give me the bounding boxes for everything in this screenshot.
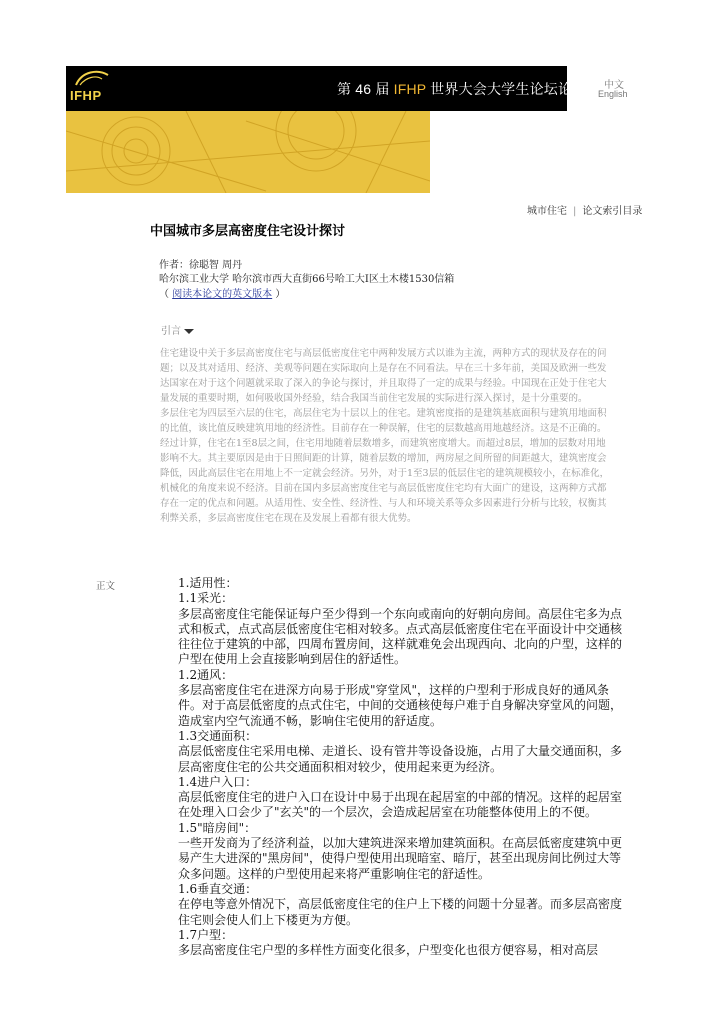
abstract bbox=[160, 346, 615, 526]
authors: 作者：徐聪智 周丹 bbox=[159, 260, 243, 271]
body-subheading: 1.4进户入口： bbox=[178, 774, 258, 789]
logo-swirl-icon bbox=[72, 69, 112, 87]
nav-separator: | bbox=[573, 206, 577, 217]
body-subheading: 1.1采光： bbox=[178, 591, 234, 606]
body-subheading: 1.6垂直交通： bbox=[178, 881, 258, 896]
body-paragraph: 多层高密度住宅户型的多样性方面变化很多，户型变化也很方便容易，相对高层 bbox=[178, 943, 599, 958]
body-paragraph: 多层高密度住宅能保证每户至少得到一个东向或南向的好朝向房间。高层住宅多为点式和板式，点式高层低密度住宅相对较多。点式高层低密度住宅在平面设计中交通核往往位于建筑的中部，四周布置房间，这样就难免会出现西向、北向的户型，这样的户型在使用上会直接影响到居住的舒适性。 bbox=[178, 606, 623, 667]
page-title: 中国城市多层高密度住宅设计探讨 bbox=[150, 224, 346, 239]
banner-suffix: 世界大会大学生论坛论文集 bbox=[426, 81, 601, 97]
link-close-paren: ） bbox=[272, 289, 286, 300]
english-version-link[interactable]: 阅读本论文的英文版本 bbox=[172, 289, 273, 300]
intro-label: 引言 bbox=[161, 326, 181, 337]
body-paragraph: 高层低密度住宅采用电梯、走道长、设有管井等设备设施，占用了大量交通面积，多层高密度住宅的公共交通面积相对较少，使用起来更为经济。 bbox=[178, 744, 623, 774]
banner-ifhp: IFHP bbox=[393, 81, 427, 97]
body-paragraph: 一些开发商为了经济利益，以加大建筑进深来增加建筑面积。在高层低密度建筑中更易产生大进深的"黑房间"，使得户型使用出现暗室、暗厅，甚至出现房间比例过大等众多问题。这样的户型使用起来将严重影响住宅的舒适性。 bbox=[178, 836, 623, 881]
ifhp-logo bbox=[66, 66, 117, 111]
body-subheading: 1.3交通面积： bbox=[178, 728, 258, 743]
abstract-paragraph: 多层住宅为四层至六层的住宅，高层住宅为十层以上的住宅。建筑密度指的是建筑基底面积与建筑用地面积的比值，该比值反映建筑用地的经济性。目前存在一种误解，住宅的层数越高用地越经济。这是不正确的。经过计算，住宅在1至8层之间，住宅用地随着层数增多，而建筑密度增大。而超过8层，增加的层数对用地影响不大。其主要原因是由于日照间距的计算，随着层数的增加，两房屋之间所留的间距越大，建筑密度会降低，因此高层住宅在用地上不一定就会经济。另外，对于1至3层的低层住宅的建筑规模较小，在标准化，机械化的角度来说不经济。目前在国内多层高密度住宅与高层低密度住宅均有大面广的建设，这两种方式都存在一定的优点和问题。从适用性、安全性、经济性、与人和环境关系等众多因素进行分析与比较，权衡其利弊关系，多层高密度住宅在现在及发展上看都有很大优势。 bbox=[160, 408, 610, 524]
affiliation: 哈尔滨工业大学 哈尔滨市西大直街66号哈工大Ⅰ区土木楼1530信箱 bbox=[159, 274, 455, 285]
caret-down-icon bbox=[184, 329, 194, 334]
lang-english-link[interactable]: English bbox=[598, 89, 628, 99]
body-subheading: 1.7户型： bbox=[178, 927, 234, 942]
banner-prefix: 第 46 届 bbox=[337, 81, 394, 97]
body-paragraph: 在停电等意外情况下，高层低密度住宅的住户上下楼的问题十分显著。而多层高密度住宅则会使人们上下楼更为方便。 bbox=[178, 897, 623, 927]
body-side-label: 正文 bbox=[96, 581, 116, 592]
abstract-paragraph: 住宅建设中关于多层高密度住宅与高层低密度住宅中两种发展方式以谁为主流，两种方式的现状及存在的问题；以及其对适用、经济、美观等问题在实际取向上是存在不同看法。早在三十多年前，美国及欧洲一些发达国家在对于这个问题就采取了深入的争论与探讨，并且取得了一定的成果与经验。中国现在正处于住宅大量发展的重要时期，如何吸收国外经验，结合我国当前住宅发展的实际进行深入探讨，是十分重要的。 bbox=[160, 348, 607, 404]
body-paragraph: 高层低密度住宅的进户入口在设计中易于出现在起居室的中部的情况。这样的起居室在处理入口会少了"玄关"的一个层次，会造成起居室在功能整体使用上的不便。 bbox=[178, 790, 623, 820]
link-open-paren: （ bbox=[159, 289, 173, 300]
intro-toggle[interactable] bbox=[161, 322, 194, 337]
body-heading: 1.适用性： bbox=[178, 576, 238, 590]
lang-chinese-link[interactable]: 中文 bbox=[604, 80, 624, 91]
header-gold-pattern bbox=[66, 111, 430, 193]
map-pattern-icon bbox=[66, 111, 430, 193]
nav-urban-housing-link[interactable]: 城市住宅 bbox=[527, 206, 567, 217]
body-subheading: 1.2通风： bbox=[178, 667, 234, 682]
breadcrumb bbox=[527, 202, 642, 217]
banner-title bbox=[337, 79, 601, 99]
article-body bbox=[178, 576, 630, 958]
nav-paper-index-link[interactable]: 论文索引目录 bbox=[582, 206, 643, 217]
body-subheading: 1.5"暗房间"： bbox=[178, 820, 257, 835]
english-version-line bbox=[159, 285, 285, 300]
logo-text: IFHP bbox=[70, 88, 102, 103]
body-paragraph: 多层高密度住宅在进深方向易于形成"穿堂风"，这样的户型利于形成良好的通风条件。对于高层低密度的点式住宅，中间的交通核使每户难于自身解决穿堂风的问题，造成室内空气流通不畅，影响住宅使用的舒适度。 bbox=[178, 683, 623, 728]
